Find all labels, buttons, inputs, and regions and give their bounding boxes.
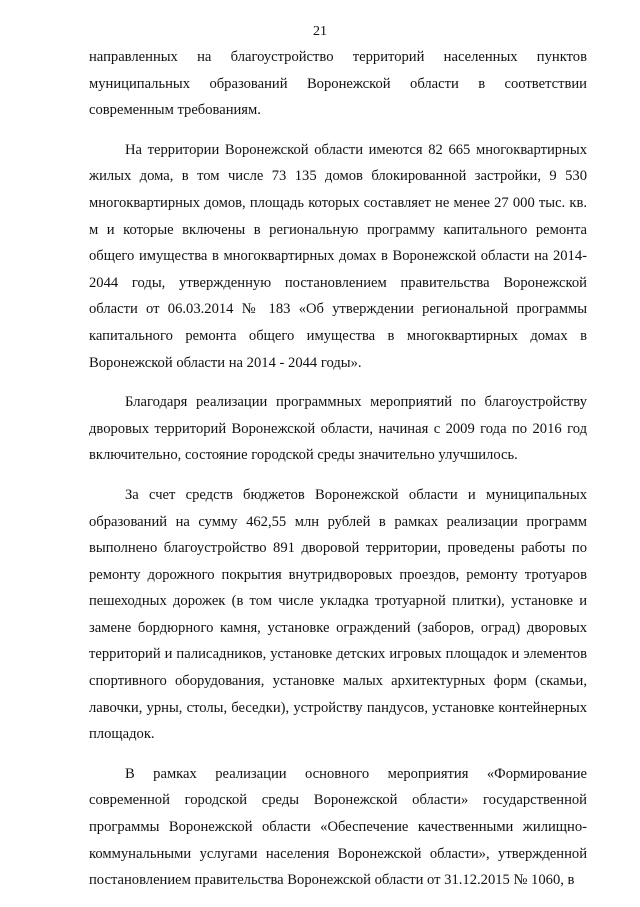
paragraph-state-program: В рамках реализации основного мероприятия «Формирование современной городской среды Воронежской области» государственной программы Воронежской области «Обеспечение качественными жилищно-коммунальными услугами населения Воронежской области», утвержденной постановлением правительства Воронежской области от 31.12.2015 № 1060, в	[89, 765, 587, 889]
paragraph-apartment-buildings: На территории Воронежской области имеются 82 665 многоквартирных жилых дома, в том числе 73 135 домов блокированной застройки, 9 530 многоквартирных домов, площадь которых составляет не менее 27 000 тыс. кв. м и которые включены в региональную программу капитального ремонта общего имущества в многоквартирных домах в Воронежской области на 2014-2044 годы, утвержденную постановлением правительства Воронежской области от 06.03.2014 № 183 «Об утверждении региональной программы капитального ремонта общего имущества в многоквартирных домах в Воронежской области на 2014 - 2044 годы».	[89, 141, 587, 371]
paragraph-budget-works: За счет средств бюджетов Воронежской области и муниципальных образований на сумму 462,55 млн рублей в рамках реализации программ выполнено благоустройство 891 дворовой территории, проведены работы по ремонту дорожного покрытия внутридворовых проездов, ремонту тротуаров пешеходных дорожек (в том числе укладка тротуарной плитки), установке и замене бордюрного камня, установке ограждений (заборов, оград) дворовых территорий и палисадников, установке детских игровых площадок и элементов спортивного оборудования, установке малых архитектурных форм (скамьи, лавочки, урны, столы, беседки), устройству пандусов, установке контейнерных площадок.	[89, 486, 587, 743]
paragraph-urban-improvement: Благодаря реализации программных мероприятий по благоустройству дворовых территорий Воронежской области, начиная с 2009 года по 2016 год включительно, состояние городской среды значительно улучшилось.	[89, 394, 587, 464]
document-body	[89, 44, 587, 907]
page-number: 21	[313, 24, 327, 39]
paragraph-continuation: направленных на благоустройство территорий населенных пунктов муниципальных образований Воронежской области в соответствии современным требованиям.	[89, 49, 587, 119]
